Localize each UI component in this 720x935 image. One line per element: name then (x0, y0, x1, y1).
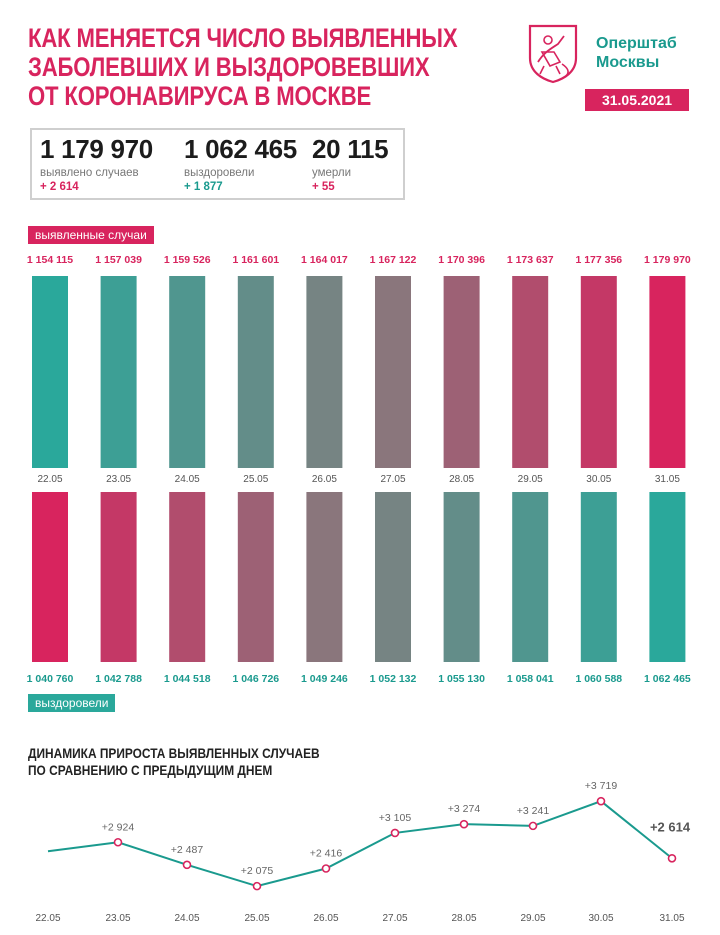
org-line-2: Москвы (596, 54, 660, 71)
org-line-1: Оперштаб (596, 35, 677, 52)
bar-date-label: 30.05 (586, 474, 612, 485)
recovered-value-label: 1 042 788 (95, 673, 142, 685)
stat-recovered-label: выздоровели (184, 167, 255, 179)
stat-cases-label: выявлено случаев (40, 167, 139, 179)
growth-point (530, 822, 537, 829)
bar-date-label: 31.05 (654, 474, 680, 485)
growth-point (669, 855, 676, 862)
stat-recovered-increase: + 1 877 (184, 181, 223, 193)
growth-value-label: +3 274 (447, 803, 481, 816)
line-date-label: 28.05 (451, 913, 477, 924)
stat-deaths-label: умерли (312, 167, 352, 179)
line-date-label: 31.05 (659, 913, 685, 924)
bar-date-label: 28.05 (449, 474, 475, 485)
line-date-label: 26.05 (313, 913, 339, 924)
cases-value-label: 1 170 396 (438, 254, 485, 266)
recovered-value-label: 1 060 588 (575, 673, 623, 685)
bar-date-label: 29.05 (517, 474, 543, 485)
growth-value-label: +2 614 (649, 819, 691, 835)
growth-point (115, 839, 122, 846)
bar-date-label: 24.05 (174, 474, 200, 485)
growth-value-label: +3 719 (584, 780, 618, 793)
bar-chart (0, 240, 720, 690)
growth-line (48, 801, 672, 886)
cases-bar (238, 276, 274, 468)
cases-bar (581, 276, 617, 468)
recovered-bar (169, 492, 205, 662)
cases-value-label: 1 159 526 (163, 254, 211, 266)
growth-point (392, 829, 399, 836)
bar-date-label: 27.05 (380, 474, 406, 485)
cases-bar (306, 276, 342, 468)
growth-point (323, 865, 330, 872)
cases-bar (169, 276, 205, 468)
recovered-bar (306, 492, 342, 662)
cases-bar (512, 276, 548, 468)
stat-recovered (184, 134, 297, 193)
stat-deaths-value: 20 115 (312, 134, 389, 164)
stat-cases-increase: + 2 614 (40, 181, 79, 193)
bar-date-label: 25.05 (243, 474, 269, 485)
recovered-bar (649, 492, 685, 662)
cases-bar (32, 276, 68, 468)
cases-bar (649, 276, 685, 468)
growth-point (598, 798, 605, 805)
org-name (596, 34, 677, 72)
stat-cases-value: 1 179 970 (40, 134, 153, 164)
recovered-bar (581, 492, 617, 662)
recovered-value-label: 1 046 726 (232, 673, 280, 685)
stat-recovered-value: 1 062 465 (184, 134, 297, 164)
recovered-value-label: 1 062 465 (644, 673, 691, 685)
cases-value-label: 1 173 637 (506, 254, 554, 266)
cases-value-label: 1 179 970 (644, 254, 691, 266)
cases-value-label: 1 157 039 (95, 254, 142, 266)
cases-bar (444, 276, 480, 468)
line-date-label: 27.05 (382, 913, 408, 924)
bar-date-label: 26.05 (311, 474, 337, 485)
recovered-value-label: 1 044 518 (163, 673, 211, 685)
line-date-label: 30.05 (588, 913, 614, 924)
stats-box (30, 128, 405, 200)
growth-value-label: +2 924 (101, 821, 135, 834)
bar-date-label: 22.05 (37, 474, 63, 485)
recovered-value-label: 1 040 760 (26, 673, 74, 685)
growth-point (461, 821, 468, 828)
bar-date-label: 23.05 (106, 474, 132, 485)
cases-tag: выявленные случаи (28, 226, 154, 244)
recovered-value-label: 1 052 132 (369, 673, 417, 685)
recovered-bar (101, 492, 137, 662)
line-date-label: 24.05 (174, 913, 200, 924)
recovered-bar (375, 492, 411, 662)
recovered-bar (32, 492, 68, 662)
line-date-label: 22.05 (35, 913, 61, 924)
growth-value-label: +3 105 (378, 811, 412, 824)
page-title (28, 23, 458, 111)
recovered-bar (444, 492, 480, 662)
cases-bar (101, 276, 137, 468)
growth-value-label: +2 416 (309, 847, 343, 860)
recovered-value-label: 1 058 041 (506, 673, 554, 685)
cases-value-label: 1 161 601 (232, 254, 280, 266)
recovered-value-label: 1 055 130 (438, 673, 485, 685)
moscow-coat-of-arms-icon (524, 22, 582, 84)
cases-value-label: 1 177 356 (575, 254, 623, 266)
recovered-bar (512, 492, 548, 662)
date-badge: 31.05.2021 (585, 89, 689, 111)
line-date-label: 25.05 (244, 913, 270, 924)
dynamics-title-line-2: ПО СРАВНЕНИЮ С ПРЕДЫДУЩИМ ДНЕМ (28, 762, 273, 778)
line-date-label: 23.05 (105, 913, 131, 924)
recovered-value-label: 1 049 246 (301, 673, 348, 685)
growth-value-label: +2 487 (170, 843, 204, 856)
title-line-1: КАК МЕНЯЕТСЯ ЧИСЛО ВЫЯВЛЕННЫХ (28, 23, 458, 53)
cases-value-label: 1 167 122 (369, 254, 417, 266)
growth-value-label: +3 241 (516, 804, 550, 817)
recovered-tag: выздоровели (28, 694, 115, 712)
cases-value-label: 1 154 115 (26, 254, 74, 266)
recovered-bar (238, 492, 274, 662)
dynamics-title-line-1: ДИНАМИКА ПРИРОСТА ВЫЯВЛЕННЫХ СЛУЧАЕВ (28, 745, 320, 761)
line-chart (0, 765, 720, 930)
growth-value-label: +2 075 (240, 865, 274, 878)
cases-value-label: 1 164 017 (301, 254, 348, 266)
cases-bar (375, 276, 411, 468)
title-line-2: ЗАБОЛЕВШИХ И ВЫЗДОРОВЕВШИХ (28, 52, 430, 82)
title-line-3: ОТ КОРОНАВИРУСА В МОСКВЕ (28, 81, 372, 111)
stat-deaths (312, 134, 388, 193)
growth-point (254, 883, 261, 890)
stat-deaths-increase: + 55 (312, 181, 335, 193)
line-date-label: 29.05 (520, 913, 546, 924)
stat-cases (40, 134, 153, 193)
growth-point (184, 861, 191, 868)
